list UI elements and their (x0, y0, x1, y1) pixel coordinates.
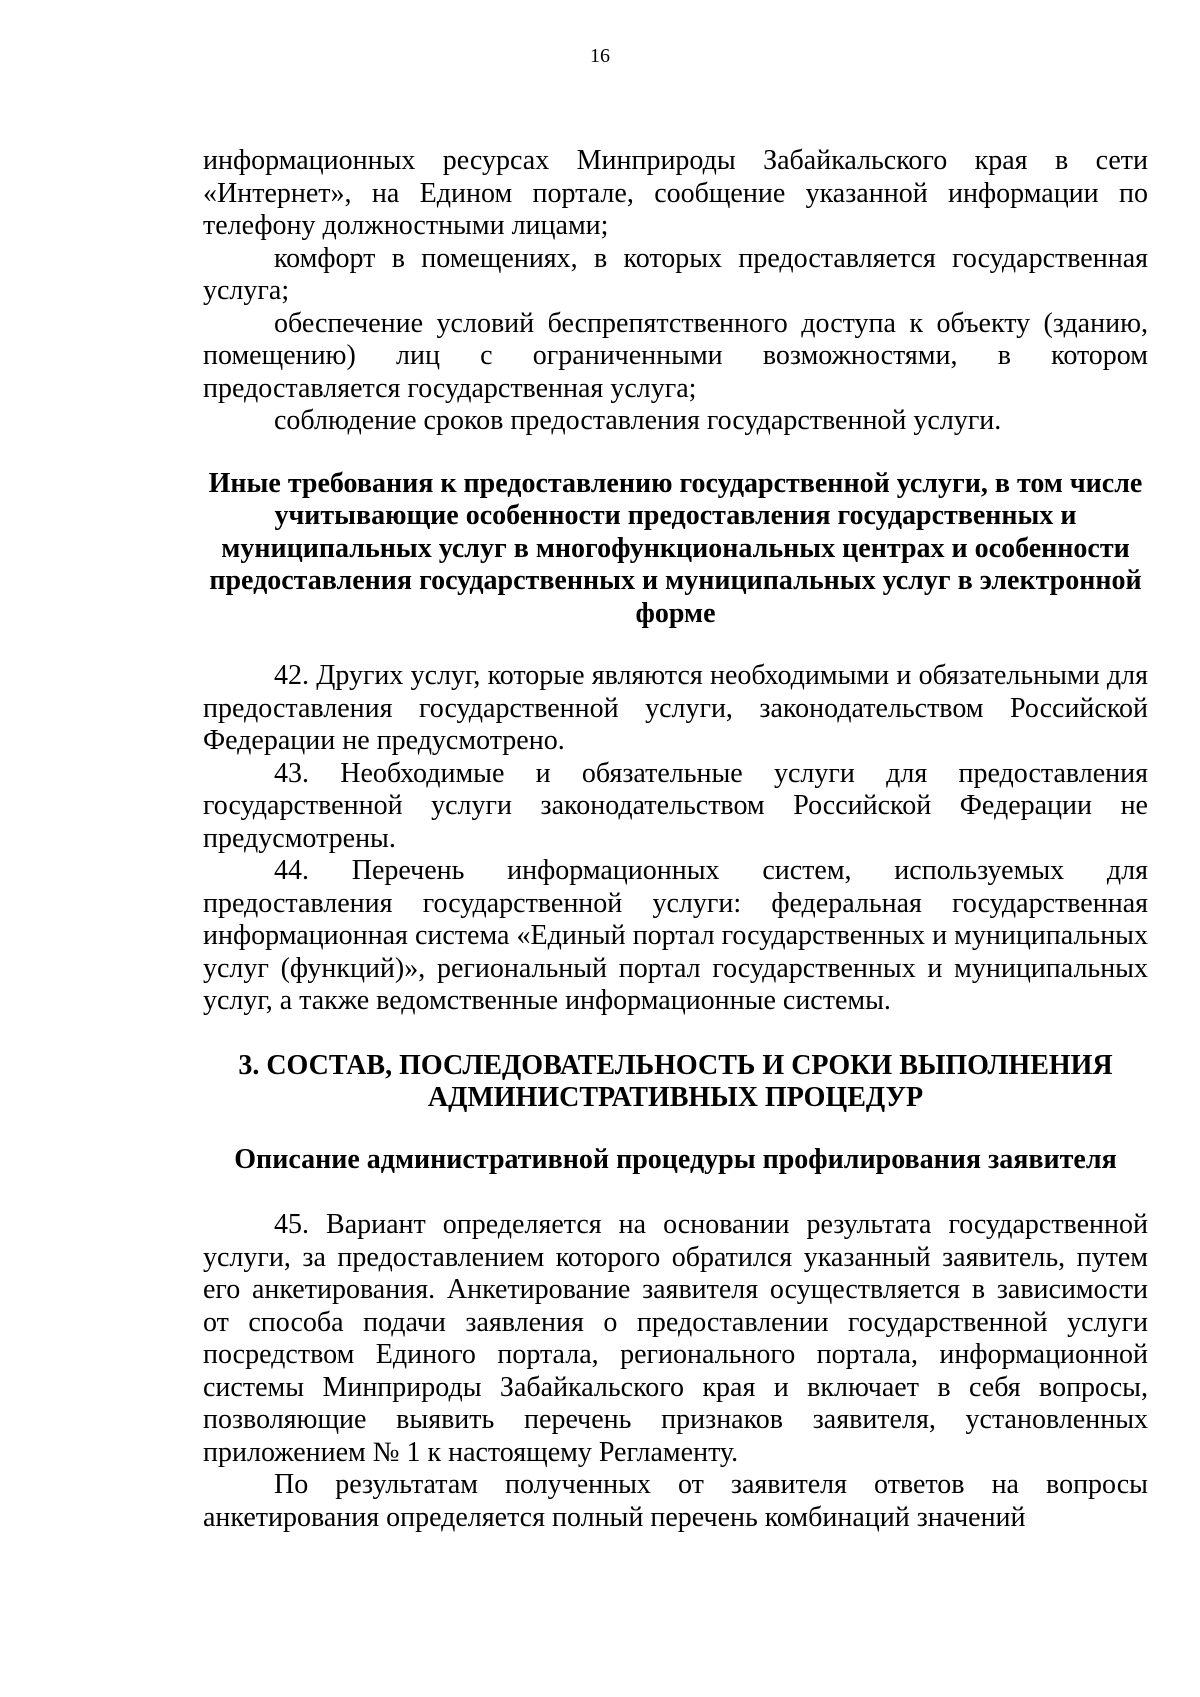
section-3-title: 3. СОСТАВ, ПОСЛЕДОВАТЕЛЬНОСТЬ И СРОКИ ВЫПОЛНЕНИЯ АДМИНИСТРАТИВНЫХ ПРОЦЕДУР (238, 1049, 1113, 1113)
paragraph-42: 42. Других услуг, которые являются необходимыми и обязательными для предоставления государственной услуги, законодательством Российской Федерации не предусмотрено. (203, 660, 1148, 756)
list-item-comfort: комфорт в помещениях, в которых предоставляется государственная услуга; (203, 242, 1148, 306)
paragraph-continuation: информационных ресурсах Минприроды Забайкальского края в сети «Интернет», на Едином портале, сообщение указанной информации по телефону должностными лицами; (203, 145, 1148, 241)
page-number: 16 (590, 45, 610, 67)
heading-other-requirements: Иные требования к предоставлению государственной услуги, в том числе учитывающие особенности предоставления государственных и муниципальных услуг в многофункциональных центрах и особенности предоставления государственных и муниципальных услуг в электронной форме (208, 467, 1143, 629)
paragraph-results: По результатам полученных от заявителя ответов на вопросы анкетирования определяется полный перечень комбинаций значений (203, 1469, 1148, 1533)
paragraph-44: 44. Перечень информационных систем, используемых для предоставления государственной услуги: федеральная государственная информационная система «Единый портал государственных и муниципальных услуг (функций)», региональный портал государственных и муниципальных услуг, а также ведомственные информационные системы. (203, 855, 1148, 1016)
paragraph-45: 45. Вариант определяется на основании результата государственной услуги, за предоставлением которого обратился указанный заявитель, путем его анкетирования. Анкетирование заявителя осуществляется в зависимости от способа подачи заявления о предоставлении государственной услуги посредством Единого портала, регионального портала, информационной системы Минприроды Забайкальского края и включает в себя вопросы, позволяющие выявить перечень признаков заявителя, установленных приложением № 1 к настоящему Регламенту. (203, 1209, 1148, 1468)
document-body (203, 145, 1148, 1534)
heading-profiling: Описание административной процедуры профилирования заявителя (234, 1143, 1117, 1175)
list-item-deadlines: соблюдение сроков предоставления государственной услуги. (274, 405, 1002, 436)
paragraph-43: 43. Необходимые и обязательные услуги для предоставления государственной услуги законодательством Российской Федерации не предусмотрены. (203, 757, 1148, 854)
list-item-accessibility: обеспечение условий беспрепятственного доступа к объекту (зданию, помещению) лиц с ограниченными возможностями, в котором предоставляется государственная услуга; (203, 307, 1148, 404)
